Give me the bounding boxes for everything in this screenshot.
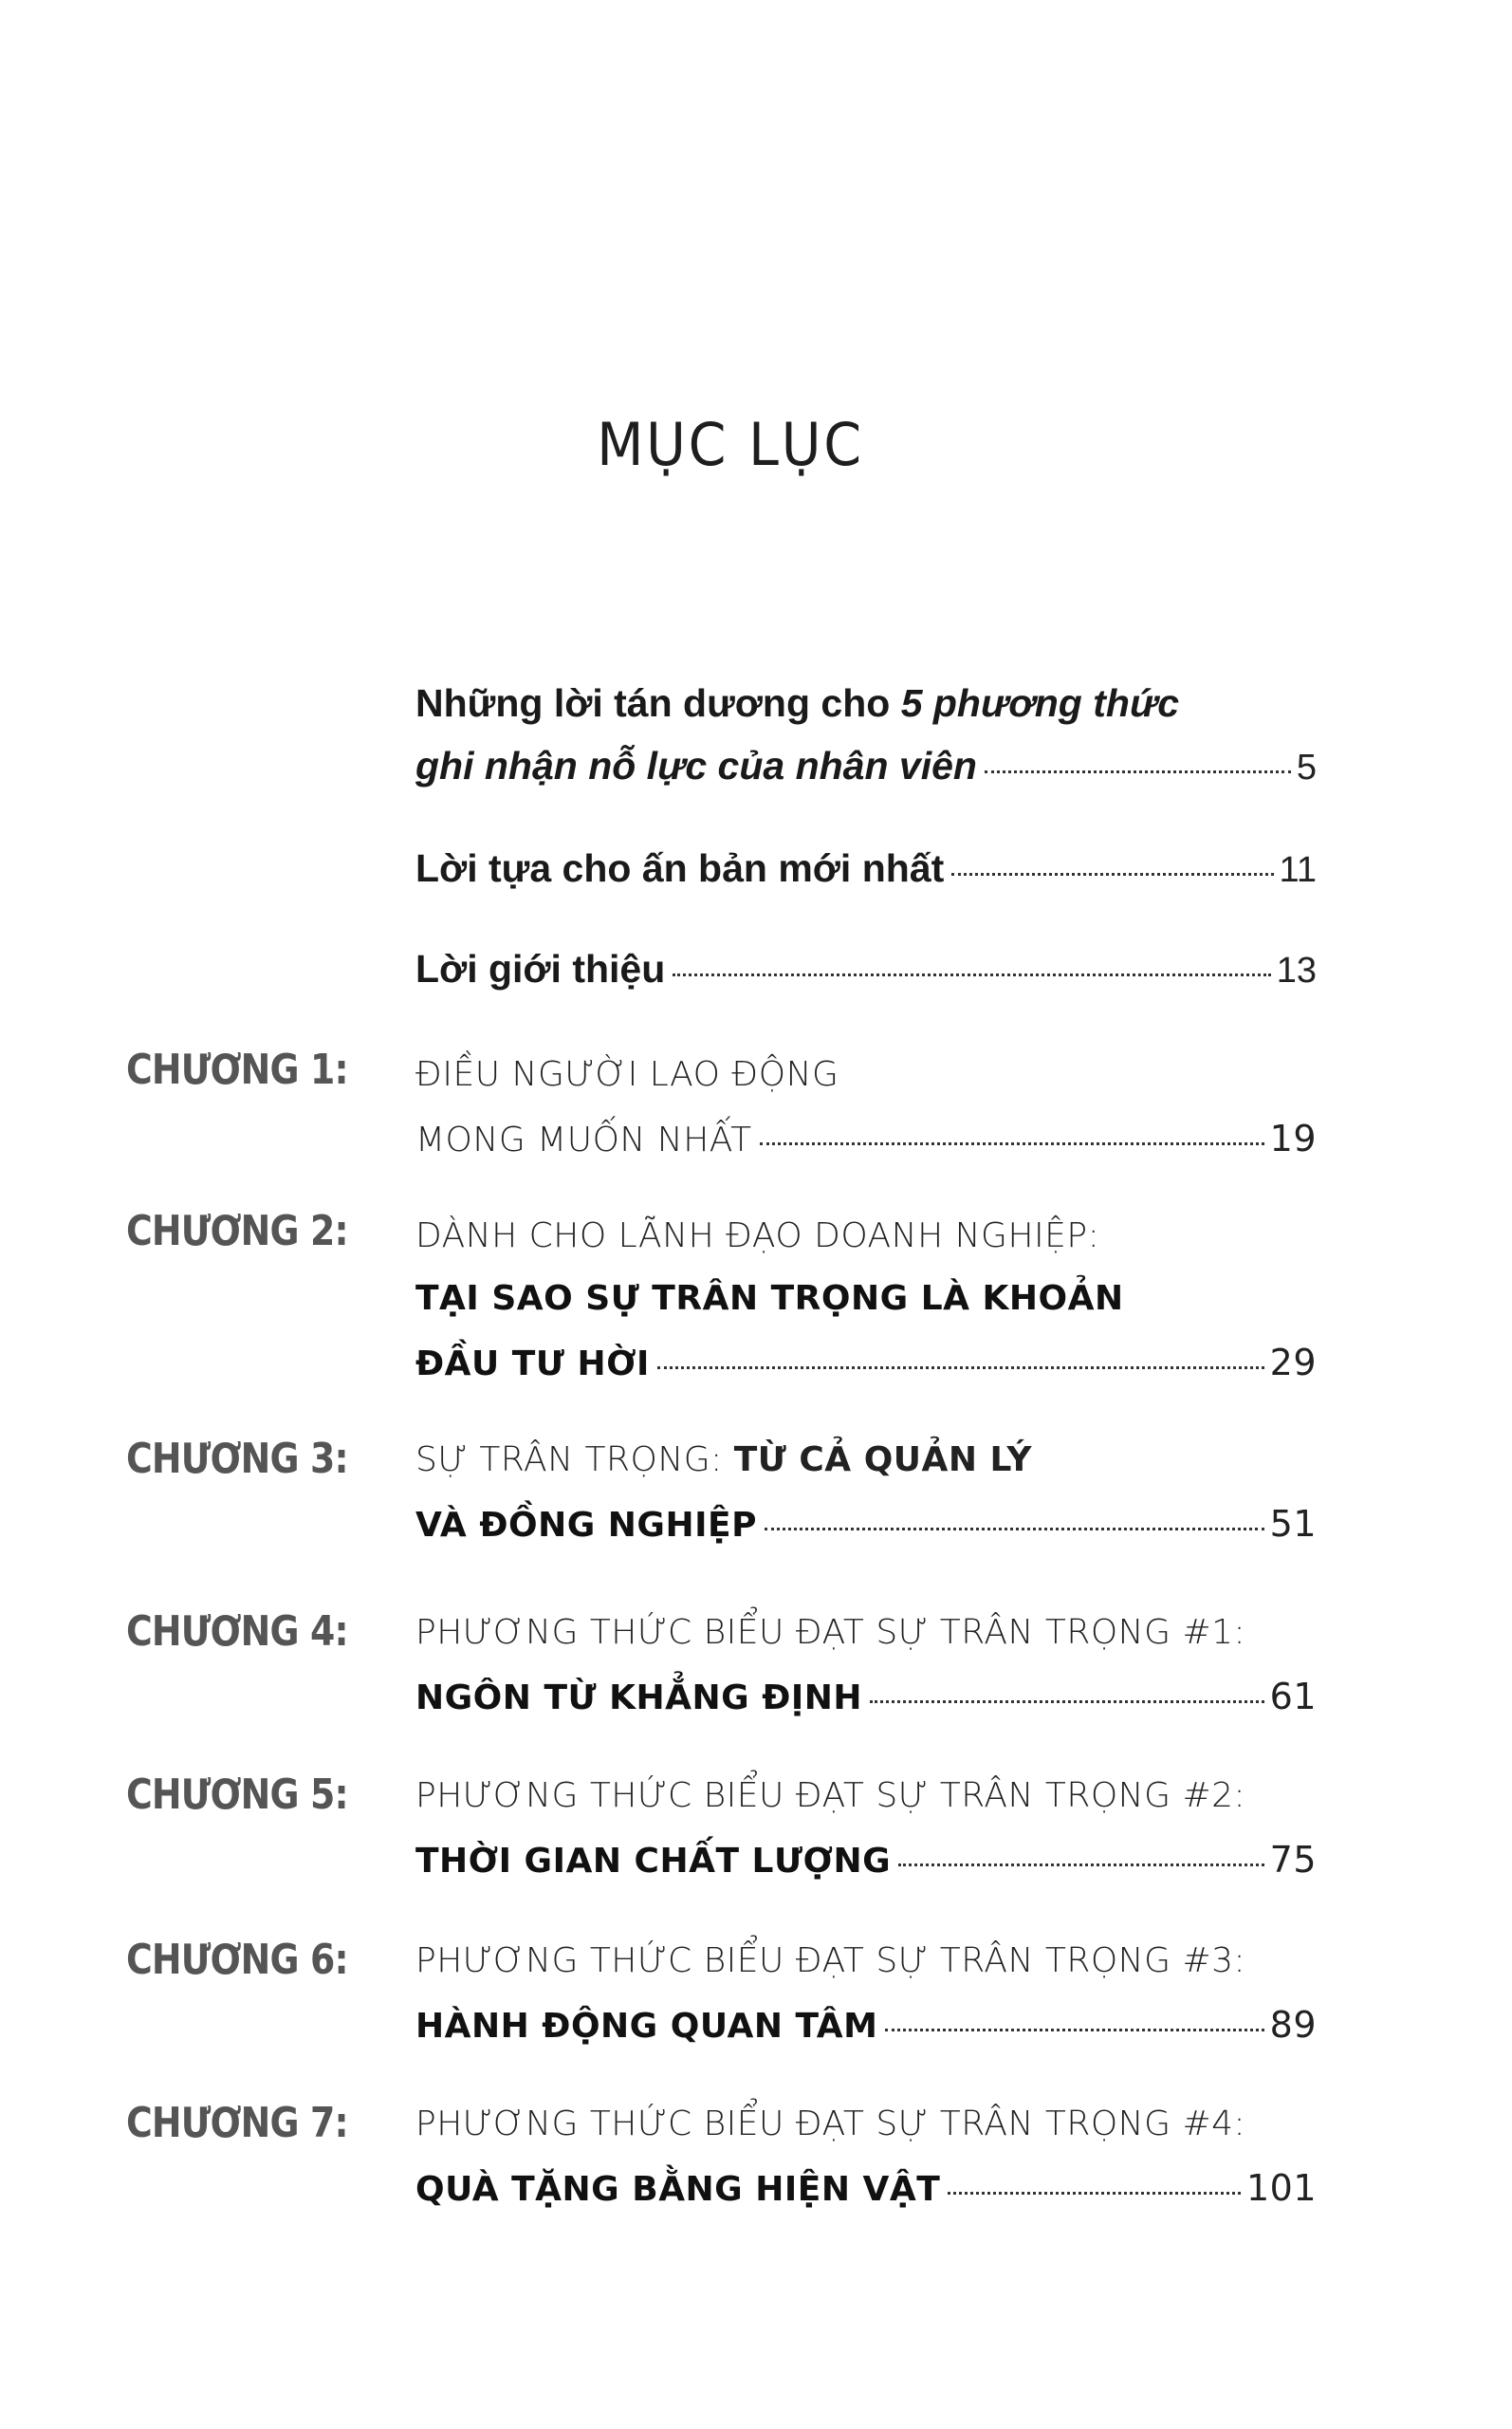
entry-text: TẠI SAO SỰ TRÂN TRỌNG LÀ KHOẢN [415,1279,1124,1318]
chapter-label: CHƯƠNG 3: [126,1435,348,1483]
toc-entry-preface[interactable] [415,846,1317,909]
entry-text: MONG MUỐN NHẤT [415,1121,752,1159]
page-number: 101 [1245,2167,1317,2209]
dot-leader [985,770,1291,773]
page-number: 29 [1269,1342,1317,1383]
entry-text: ĐẦU TƯ HỜI [415,1344,650,1383]
dot-leader [898,1863,1263,1866]
entry-text: PHƯƠNG THỨC BIỂU ĐẠT SỰ TRÂN TRỌNG #3: [415,1941,1246,1980]
page-number: 11 [1279,850,1317,890]
page-number: 13 [1276,951,1317,991]
entry-text: SỰ TRÂN TRỌNG: [415,1440,734,1479]
entry-text: PHƯƠNG THỨC BIỂU ĐẠT SỰ TRÂN TRỌNG #1: [415,1613,1246,1652]
dot-leader [765,1528,1264,1530]
page-number: 19 [1269,1118,1317,1159]
entry-text: ghi nhận nỗ lực của nhân viên [415,744,977,788]
entry-text-bold: TỪ CẢ QUẢN LÝ [733,1440,1032,1479]
toc-entry-chapter-5[interactable] [415,1776,1317,1901]
chapter-label: CHƯƠNG 2: [126,1207,348,1255]
dot-leader [951,873,1273,876]
dot-leader [760,1142,1264,1145]
toc-entry-chapter-7[interactable] [415,2105,1317,2230]
entry-text: HÀNH ĐỘNG QUAN TÂM [415,2007,878,2046]
entry-text: VÀ ĐỒNG NGHIỆP [415,1506,757,1545]
dot-leader [885,2029,1263,2031]
entry-text: QUÀ TẶNG BẰNG HIỆN VẬT [415,2170,941,2209]
entry-text: THỜI GIAN CHẤT LƯỢNG [415,1842,892,1881]
entry-text: PHƯƠNG THỨC BIỂU ĐẠT SỰ TRÂN TRỌNG #4: [415,2105,1246,2143]
entry-text: PHƯƠNG THỨC BIỂU ĐẠT SỰ TRÂN TRỌNG #2: [415,1776,1246,1815]
entry-text: ĐIỀU NGƯỜI LAO ĐỘNG [415,1055,839,1094]
toc-entry-praise[interactable] [415,681,1317,807]
page-number: 5 [1296,748,1317,788]
page-number: 61 [1269,1676,1317,1717]
dot-leader [870,1700,1264,1703]
chapter-label: CHƯƠNG 7: [126,2099,348,2147]
toc-entry-chapter-2[interactable] [415,1216,1317,1404]
entry-text: DÀNH CHO LÃNH ĐẠO DOANH NGHIỆP: [415,1216,1100,1255]
page-number: 51 [1269,1503,1317,1545]
entry-text-italic: 5 phương thức [900,681,1180,725]
toc-entry-chapter-1[interactable] [415,1055,1317,1180]
dot-leader [657,1366,1264,1369]
page-title: MỤC LỤC [597,410,864,479]
page-number: 89 [1269,2004,1317,2046]
chapter-label: CHƯƠNG 6: [126,1936,348,1984]
dot-leader [673,973,1270,976]
toc-entry-chapter-4[interactable] [415,1613,1317,1738]
entry-text: Những lời tán dương cho [415,681,901,725]
chapter-label: CHƯƠNG 4: [126,1607,348,1656]
toc-entry-introduction[interactable] [415,947,1317,1010]
page-number: 75 [1269,1839,1317,1881]
chapter-label: CHƯƠNG 5: [126,1771,348,1819]
toc-entry-chapter-3[interactable] [415,1440,1317,1566]
entry-text: Lời giới thiệu [415,947,666,991]
chapter-label: CHƯƠNG 1: [126,1046,348,1094]
entry-text: NGÔN TỪ KHẲNG ĐỊNH [415,1678,863,1717]
dot-leader [948,2192,1241,2195]
toc-entry-chapter-6[interactable] [415,1941,1317,2067]
entry-text: Lời tựa cho ấn bản mới nhất [415,846,945,890]
